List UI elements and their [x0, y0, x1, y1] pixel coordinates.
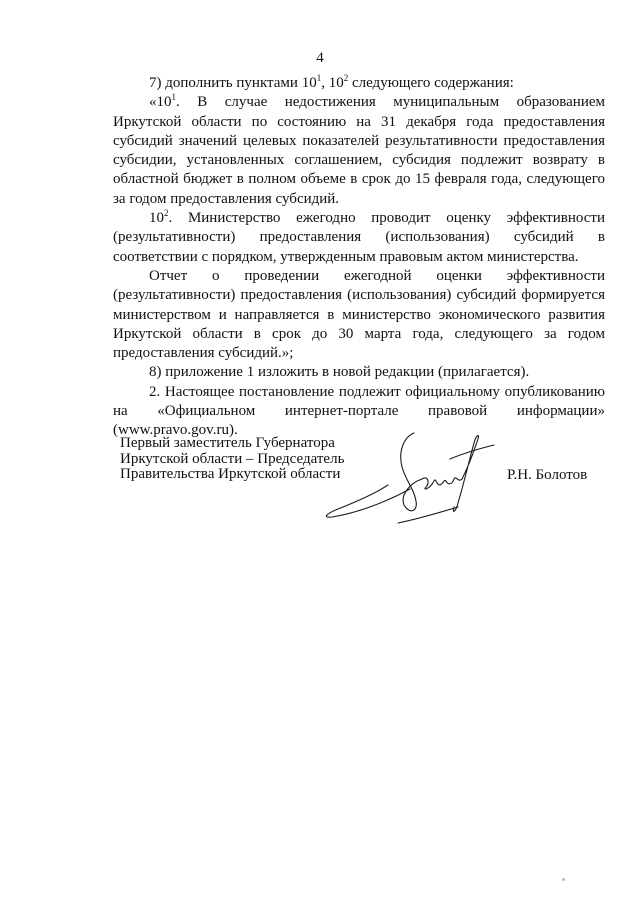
item-7-text: , 10	[321, 75, 344, 91]
point-10-1-text: «10	[149, 94, 172, 111]
point-10-2-text: . Министерство ежегодно проводит оценку эффективности (результативности) предоставления (использования) субсидий в соответствии с порядком, утвержденным правовым актом министерства.	[113, 210, 605, 265]
page-number: 4	[316, 50, 324, 66]
signatory-name: Р.Н. Болотов	[507, 467, 588, 483]
point-10-1-text: . В случае недостижения муниципальным образованием Иркутской области по состоянию на 31 декабря года предоставления субсидий значений целевых показателей результативности предоставления субсидии, установленных соглашением, субсидия подлежит возврату в областной бюджет в полном объеме в срок до 15 февраля года, следующего за годом предоставления субсидий.	[113, 94, 605, 207]
item-7-paragraph	[113, 74, 605, 93]
scan-dot	[562, 878, 565, 881]
signatory-line-3: Правительства Иркутской области	[120, 466, 341, 482]
item-7-text: следующего содержания:	[348, 75, 514, 91]
signatory-line-1: Первый заместитель Губернатора	[120, 435, 335, 451]
superscript: 2	[164, 208, 169, 219]
point-10-1-paragraph	[113, 93, 605, 209]
report-paragraph: Отчет о проведении ежегодной оценки эффективности (результативности) предоставления (использования) субсидий формируется министерством и направляется в министерство экономического развития Иркутской области в срок до 30 марта года, следующего за годом предоставления субсидий.»;	[113, 267, 605, 362]
superscript: 2	[343, 73, 349, 83]
item-8-paragraph: 8) приложение 1 изложить в новой редакции (прилагается).	[149, 364, 530, 381]
superscript: 1	[316, 73, 322, 83]
superscript: 1	[171, 92, 176, 103]
point-10-2-text: 10	[149, 210, 164, 227]
signatory-line-2: Иркутской области – Председатель	[120, 450, 345, 467]
point-10-2-paragraph	[113, 209, 605, 267]
document-body	[113, 74, 605, 441]
item-7-text: 7) дополнить пунктами 10	[149, 75, 317, 91]
signatory-title	[120, 436, 344, 483]
item-2-paragraph: 2. Настоящее постановление подлежит официальному опубликованию на «Официальном интернет-портале правовой информации» (www.pravo.gov.ru).	[113, 383, 605, 439]
handwritten-signature	[318, 423, 508, 535]
